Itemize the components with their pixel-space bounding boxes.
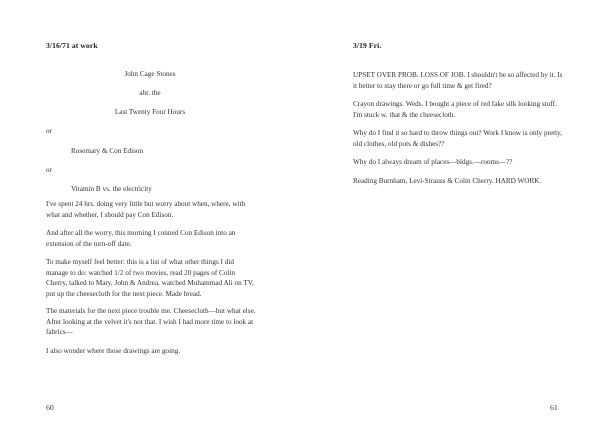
option-line-2: Vitamin B vs. the electricity: [71, 185, 152, 193]
title-line-2: abt. the: [139, 89, 161, 97]
left-paragraph-1: I've spent 24 hrs. doing very little but worry about when, where, with what and whether, I should pay Con Edison.: [46, 200, 246, 219]
title-line-3: Last Twenty Four Hours: [114, 108, 186, 116]
right-paragraph-1: UPSET OVER PROB. LOSS OF JOB. I shouldn't be so affected by it. Is it better to stay there or go full time & get fired?: [353, 71, 563, 90]
right-page-date-heading: 3/19 Fri.: [353, 41, 382, 50]
right-paragraph-5: Reading Burnham, Levi-Strauss & Colin Cherry. HARD WORK.: [353, 177, 542, 185]
or-separator-2: or: [46, 166, 52, 174]
right-paragraph-4: Why do I always dream of places—bldgs.—rooms—??: [353, 158, 513, 166]
left-paragraph-5: I also wonder where those drawings are going.: [46, 347, 181, 355]
left-paragraph-4: The materials for the next piece trouble me. Cheesecloth—but what else. After looking at the velvet it's not that. I wish I had more time to look at fabrics—: [46, 307, 256, 337]
right-page: [300, 0, 600, 430]
title-line-1: John Cage Stones: [124, 70, 176, 78]
or-separator-1: or: [46, 127, 52, 135]
left-paragraph-3: To make myself feel better: this is a list of what other things I did manage to do: watched 1/2 of two movies, read 20 pages of Colin Cherry, talked to Mary, John & Andrea, watched Muhammad Ali on TV, put up the cheesecloth for the next piece. Made bread.: [46, 258, 254, 298]
right-page-number: 61: [550, 403, 558, 412]
option-line-1: Rosemary & Con Edison: [71, 147, 144, 155]
left-page-number: 60: [46, 403, 54, 412]
right-paragraph-2: Crayon drawings. Weds. I bought a piece of red fake silk looking stuff. I'm stuck w. that & the cheesecloth.: [353, 100, 557, 119]
left-paragraph-2: And after all the worry, this morning I conned Con Edison into an extension of the turn-off date.: [46, 229, 236, 248]
left-page-date-heading: 3/16/71 at work: [46, 41, 98, 50]
right-paragraph-3: Why do I find it so hard to throw things out? Work I know is only pretty, old clothes, old pots & dishes??: [353, 129, 563, 148]
